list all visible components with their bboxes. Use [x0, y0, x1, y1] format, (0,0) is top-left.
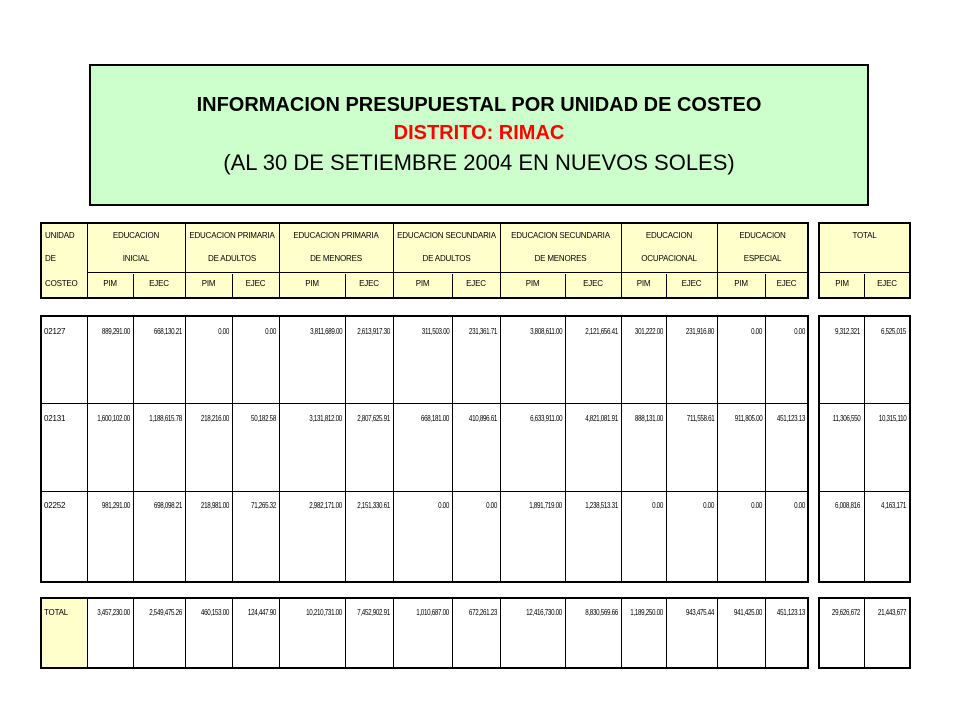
report-title: INFORMACION PRESUPUESTAL POR UNIDAD DE COSTEO	[196, 94, 762, 116]
totals-cell: 7,452,902.91	[357, 608, 390, 617]
grand-total-cell: 21,443,677	[877, 608, 906, 617]
total-body	[818, 315, 911, 583]
totals-cell: 672,261.23	[468, 608, 497, 617]
total-cell: 6,525,015	[881, 327, 906, 336]
table-cell: 0.00	[652, 501, 663, 510]
pim-header: PIM	[835, 279, 849, 288]
grid-line	[621, 599, 622, 667]
totals-label: TOTAL	[44, 608, 69, 617]
ejec-header: EJEC	[681, 279, 702, 288]
table-cell: 0.00	[751, 327, 762, 336]
totals-cell: 2,549,475.26	[149, 608, 182, 617]
grid-line	[565, 599, 566, 667]
grid-line	[87, 272, 807, 273]
grid-line	[87, 317, 88, 581]
totals-cell: 12,416,730.00	[526, 608, 562, 617]
grid-line	[864, 599, 865, 667]
table-cell: 1,891,719.00	[529, 501, 562, 510]
pim-header: PIM	[525, 279, 540, 288]
program-subheader: OCUPACIONAL	[641, 254, 697, 263]
grid-line	[87, 599, 88, 667]
grid-line	[232, 317, 233, 581]
grid-line	[452, 599, 453, 667]
table-cell: 0.00	[218, 327, 229, 336]
totals-cell: 1,189,250.00	[630, 608, 663, 617]
totals-cell: 451,123.13	[776, 608, 805, 617]
grid-line	[666, 274, 667, 297]
table-cell: 698,098.21	[153, 501, 182, 510]
table-cell: 2,121,656.41	[585, 327, 618, 336]
row-unit-code: 02252	[44, 501, 66, 510]
table-cell: 231,916.80	[685, 327, 714, 336]
table-cell: 0.00	[751, 501, 762, 510]
pim-header: PIM	[636, 279, 651, 288]
report-title-box	[89, 64, 869, 206]
program-header: EDUCACION PRIMARIA	[293, 231, 379, 240]
totals-cell: 941,425.00	[733, 608, 762, 617]
program-header: EDUCACION SECUNDARIA	[511, 231, 610, 240]
table-cell: 3,808,611.00	[529, 327, 562, 336]
table-cell: 1,238,513.31	[585, 501, 618, 510]
total-cell: 11,306,550	[832, 414, 860, 423]
pim-header: PIM	[103, 279, 117, 288]
table-cell: 410,896.61	[468, 414, 497, 423]
totals-cell: 10,210,731.00	[306, 608, 342, 617]
grid-line	[765, 317, 766, 581]
table-cell: 0.00	[486, 501, 497, 510]
table-cell: 981,291.00	[101, 501, 130, 510]
total-header-label: TOTAL	[852, 231, 877, 240]
total-cell: 9,312,321	[835, 327, 860, 336]
totals-cell: 1,010,687.00	[416, 608, 449, 617]
grid-line	[565, 317, 566, 581]
date-currency-note: (AL 30 DE SETIEMBRE 2004 EN NUEVOS SOLES)	[223, 150, 735, 175]
totals-cell: 460,153.00	[200, 608, 229, 617]
table-cell: 2,151,330.61	[357, 501, 390, 510]
table-cell: 311,503.00	[421, 327, 449, 336]
total-cell: 4,163,171	[881, 501, 906, 510]
ejec-header: EJEC	[583, 279, 603, 288]
table-body	[40, 315, 809, 583]
table-cell: 711,558.61	[686, 414, 714, 423]
district-subtitle: DISTRITO: RIMAC	[393, 122, 565, 144]
table-cell: 0.00	[794, 501, 805, 510]
pim-header: PIM	[305, 279, 319, 288]
ejec-header: EJEC	[149, 279, 169, 288]
grid-line	[393, 599, 394, 667]
table-cell: 668,181.00	[420, 414, 449, 423]
grid-line	[345, 599, 346, 667]
grid-line	[717, 317, 718, 581]
grid-line	[765, 274, 766, 297]
ejec-header: EJEC	[245, 279, 266, 288]
table-cell: 451,123.13	[776, 414, 805, 423]
grid-line	[42, 491, 807, 492]
grid-line	[765, 599, 766, 667]
program-header: EDUCACION SECUNDARIA	[397, 231, 496, 240]
program-header: EDUCACION	[739, 231, 786, 240]
ejec-header: EJEC	[877, 279, 897, 288]
program-header: EDUCACION PRIMARIA	[189, 231, 275, 240]
grid-line	[820, 491, 909, 492]
program-header: EDUCACION	[112, 231, 160, 240]
row-unit-code: 02131	[44, 414, 66, 423]
unit-column-header: DE	[45, 254, 56, 263]
table-cell: 231,361.71	[468, 327, 497, 336]
grand-total-cell: 29,626,672	[831, 608, 860, 617]
ejec-header: EJEC	[466, 279, 486, 288]
program-subheader: DE MENORES	[534, 254, 587, 263]
grid-line	[185, 599, 186, 667]
grid-line	[820, 403, 909, 404]
table-cell: 301,222.00	[634, 327, 663, 336]
total-cell: 10,315,110	[878, 414, 906, 423]
grid-line	[621, 317, 622, 581]
grid-line	[666, 599, 667, 667]
grid-line	[565, 274, 566, 297]
table-cell: 0.00	[265, 327, 276, 336]
table-cell: 668,130.21	[153, 327, 182, 336]
grid-line	[452, 317, 453, 581]
unit-column-header: UNIDAD	[45, 231, 75, 240]
totals-row	[40, 597, 809, 669]
table-cell: 888,131.00	[634, 414, 663, 423]
program-subheader: DE MENORES	[310, 254, 362, 263]
table-cell: 911,805.00	[734, 414, 762, 423]
table-cell: 0.00	[703, 501, 714, 510]
grid-line	[232, 599, 233, 667]
table-cell: 50,182.58	[251, 414, 276, 423]
pim-header: PIM	[415, 279, 430, 288]
table-cell: 0.00	[438, 501, 449, 510]
program-subheader: DE ADULTOS	[422, 254, 471, 263]
table-cell: 71,265.32	[251, 501, 276, 510]
ejec-header: EJEC	[776, 279, 797, 288]
grid-line	[820, 272, 909, 273]
grid-line	[279, 317, 280, 581]
grid-line	[185, 317, 186, 581]
table-cell: 218,216.00	[200, 414, 229, 423]
grid-line	[133, 599, 134, 667]
grid-line	[133, 274, 134, 297]
grid-line	[279, 599, 280, 667]
program-subheader: INICIAL	[122, 254, 150, 263]
grid-line	[500, 599, 501, 667]
grid-line	[345, 274, 346, 297]
pim-header: PIM	[201, 279, 216, 288]
table-cell: 2,613,917.30	[357, 327, 390, 336]
grid-line	[345, 317, 346, 581]
grid-line	[500, 317, 501, 581]
grid-line	[452, 274, 453, 297]
totals-cell: 124,447.90	[247, 608, 276, 617]
grid-line	[232, 274, 233, 297]
table-cell: 2,807,625.91	[357, 414, 390, 423]
ejec-header: EJEC	[359, 279, 379, 288]
grid-line	[133, 317, 134, 581]
unit-column-header: COSTEO	[45, 279, 78, 288]
totals-cell: 3,457,230.00	[97, 608, 130, 617]
table-cell: 1,188,615.78	[149, 414, 182, 423]
totals-cell: 8,830,569.66	[585, 608, 618, 617]
table-cell: 218,981.00	[200, 501, 229, 510]
table-cell: 0.00	[794, 327, 805, 336]
grid-line	[864, 317, 865, 581]
table-header	[40, 222, 809, 299]
table-cell: 889,291.00	[101, 327, 130, 336]
table-cell: 1,600,102.00	[97, 414, 130, 423]
program-subheader: ESPECIAL	[743, 254, 782, 263]
total-cell: 6,008,816	[835, 501, 860, 510]
program-subheader: DE ADULTOS	[208, 254, 256, 263]
grand-total-row	[818, 597, 911, 669]
row-unit-code: 02127	[44, 327, 66, 336]
grid-line	[666, 317, 667, 581]
total-header	[818, 222, 911, 299]
table-cell: 3,131,812.00	[309, 414, 342, 423]
table-cell: 4,821,081.91	[585, 414, 618, 423]
grid-line	[717, 599, 718, 667]
table-cell: 6,633,911.00	[529, 414, 562, 423]
pim-header: PIM	[734, 279, 748, 288]
totals-cell: 943,475.44	[685, 608, 714, 617]
table-cell: 3,811,689.00	[309, 327, 342, 336]
grid-line	[393, 317, 394, 581]
program-header: EDUCACION	[645, 231, 693, 240]
table-cell: 2,982,171.00	[309, 501, 342, 510]
grid-line	[42, 403, 807, 404]
